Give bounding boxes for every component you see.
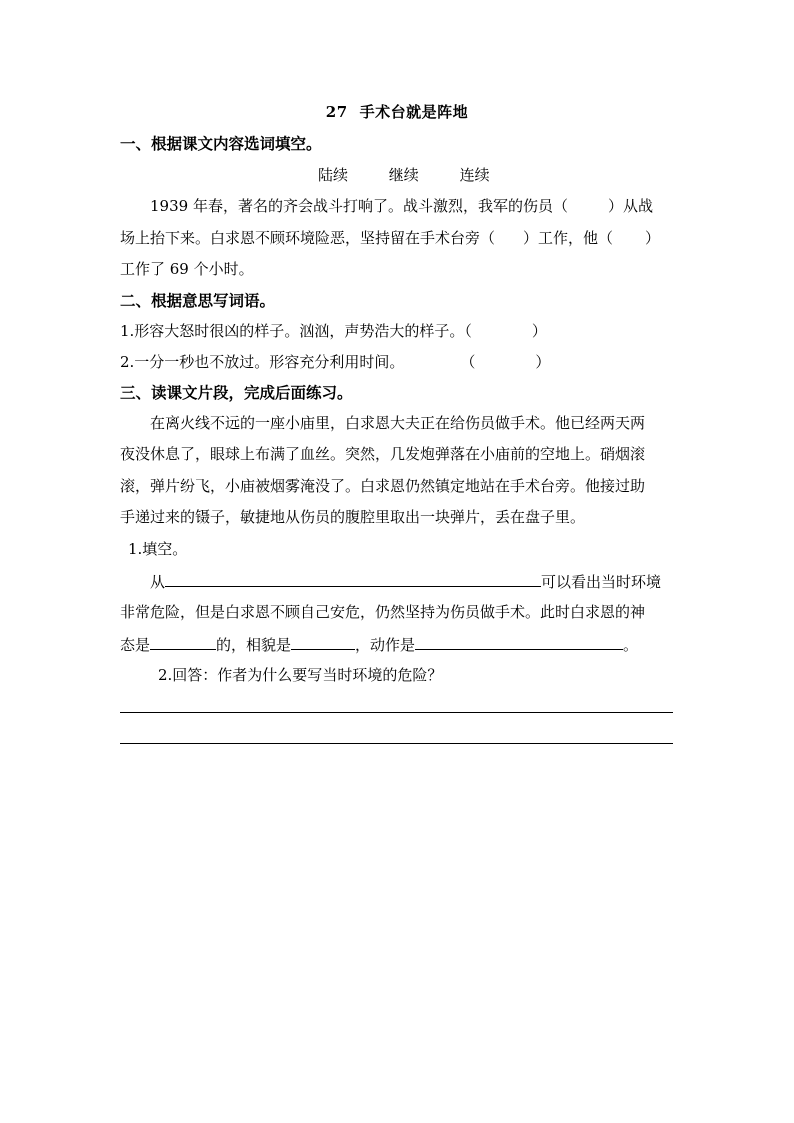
section1-heading: 一、根据课文内容选词填空。 — [120, 134, 322, 153]
lesson-title: 手术台就是阵地 — [359, 103, 469, 121]
fill-underline-2[interactable] — [150, 633, 216, 650]
definition-item-2: 2.一分一秒也不放过。形容充分利用时间。 （ ） — [120, 353, 551, 371]
paragraph-line: 工作了 69 个小时。 — [120, 260, 254, 278]
fill-underline-3[interactable] — [291, 633, 355, 650]
page-title — [0, 101, 794, 122]
passage-line: 滚，弹片纷飞，小庙被烟雾淹没了。白求恩仍然镇定地站在手术台旁。他接过助 — [120, 477, 646, 495]
word-choice: 陆续 — [318, 166, 349, 184]
question1-line1: 从 可以看出当时环境 — [150, 570, 661, 592]
paragraph-line: 1939 年春，著名的齐会战斗打响了。战斗激烈，我军的伤员（ ）从战 — [150, 197, 653, 215]
fill-underline-4[interactable] — [415, 633, 623, 650]
definition-item-1: 1.形容大怒时很凶的样子。汹汹，声势浩大的样子。（ ） — [120, 322, 547, 340]
paragraph-line: 场上抬下来。白求恩不顾环境险恶，坚持留在手术台旁（ ）工作，他（ ） — [120, 229, 661, 247]
word-choices — [318, 164, 526, 185]
section2-heading: 二、根据意思写词语。 — [120, 291, 276, 310]
answer-line[interactable] — [120, 712, 673, 713]
fill-underline-1[interactable] — [165, 570, 541, 587]
word-choice: 继续 — [388, 166, 419, 184]
question1-line2: 非常危险，但是白求恩不顾自己安危，仍然坚持为伤员做手术。此时白求恩的神 — [120, 603, 646, 621]
question1-label: 1.填空。 — [128, 540, 188, 558]
word-choice: 连续 — [459, 166, 490, 184]
passage-line: 在离火线不远的一座小庙里，白求恩大夫正在给伤员做手术。他已经两天两 — [150, 414, 646, 432]
passage-line: 手递过来的镊子，敏捷地从伤员的腹腔里取出一块弹片，丢在盘子里。 — [120, 508, 586, 526]
answer-line[interactable] — [120, 743, 673, 744]
question1-line3: 态是 的，相貌是 ，动作是 。 — [120, 633, 638, 655]
lesson-number: 27 — [325, 103, 348, 121]
passage-line: 夜没休息了，眼球上布满了血丝。突然，几发炮弹落在小庙前的空地上。硝烟滚 — [120, 445, 646, 463]
question2-label: 2.回答：作者为什么要写当时环境的危险？ — [158, 666, 443, 684]
section3-heading: 三、读课文片段，完成后面练习。 — [120, 383, 353, 402]
